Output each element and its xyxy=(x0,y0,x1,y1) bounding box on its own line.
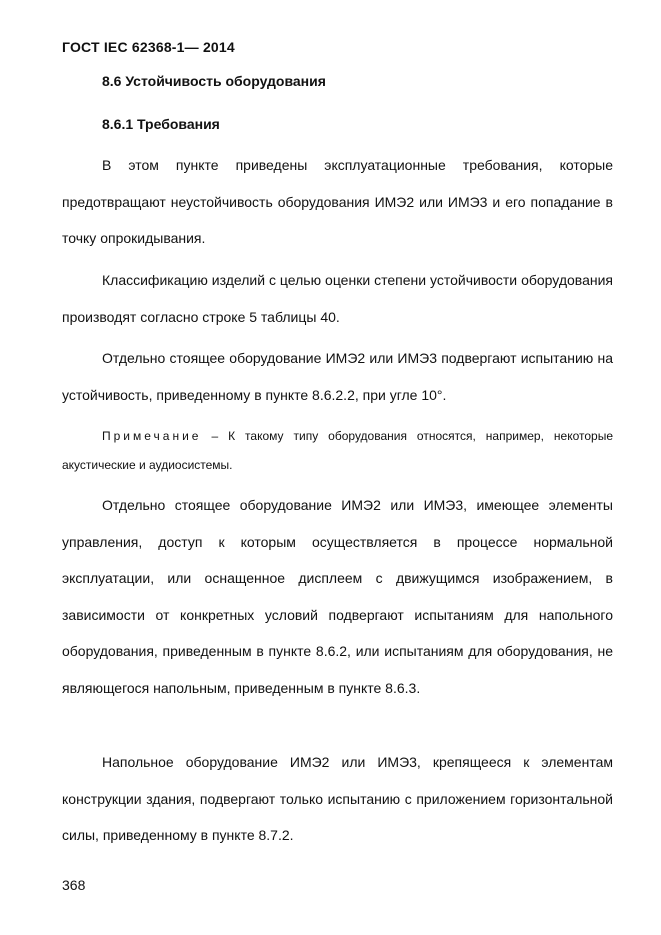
standard-header: ГОСТ IEC 62368-1— 2014 xyxy=(62,39,235,55)
section-title: 8.6 Устойчивость оборудования xyxy=(102,73,326,89)
note-text: – К такому типу оборудования относятся, например, некоторые акустические и аудиосистемы. xyxy=(62,429,613,472)
paragraph-classification: Классификацию изделий с целью оценки степени устойчивости оборудования производят согласно строке 5 таблицы 40. xyxy=(62,272,613,325)
note xyxy=(62,422,613,480)
paragraph-intro: В этом пункте приведены эксплуатационные требования, которые предотвращают неустойчивость оборудования ИМЭ2 или ИМЭ3 и его попадание в точку опрокидывания. xyxy=(62,157,613,246)
note-label: Примечание xyxy=(102,429,202,443)
paragraph-floor-equipment: Напольное оборудование ИМЭ2 или ИМЭ3, крепящееся к элементам конструкции здания, подвергают только испытанию с приложением горизонтальной силы, приведенному в пункте 8.7.2. xyxy=(62,754,613,843)
paragraph-stability-test: Отдельно стоящее оборудование ИМЭ2 или ИМЭ3 подвергают испытанию на устойчивость, приведенному в пункте 8.6.2.2, при угле 10°. xyxy=(62,350,613,403)
page-number: 368 xyxy=(62,877,86,893)
subsection-title: 8.6.1 Требования xyxy=(102,116,220,132)
paragraph-controls: Отдельно стоящее оборудование ИМЭ2 или ИМЭ3, имеющее элементы управления, доступ к которым осуществляется в процессе нормальной эксплуатации, или оснащенное дисплеем с движущимся изображением, в зависимости от конкретных условий подвергают испытаниям для напольного оборудования, приведенным в пункте 8.6.2, или испытаниям для оборудования, не являющегося напольным, приведенным в пункте 8.6.3. xyxy=(62,497,613,696)
